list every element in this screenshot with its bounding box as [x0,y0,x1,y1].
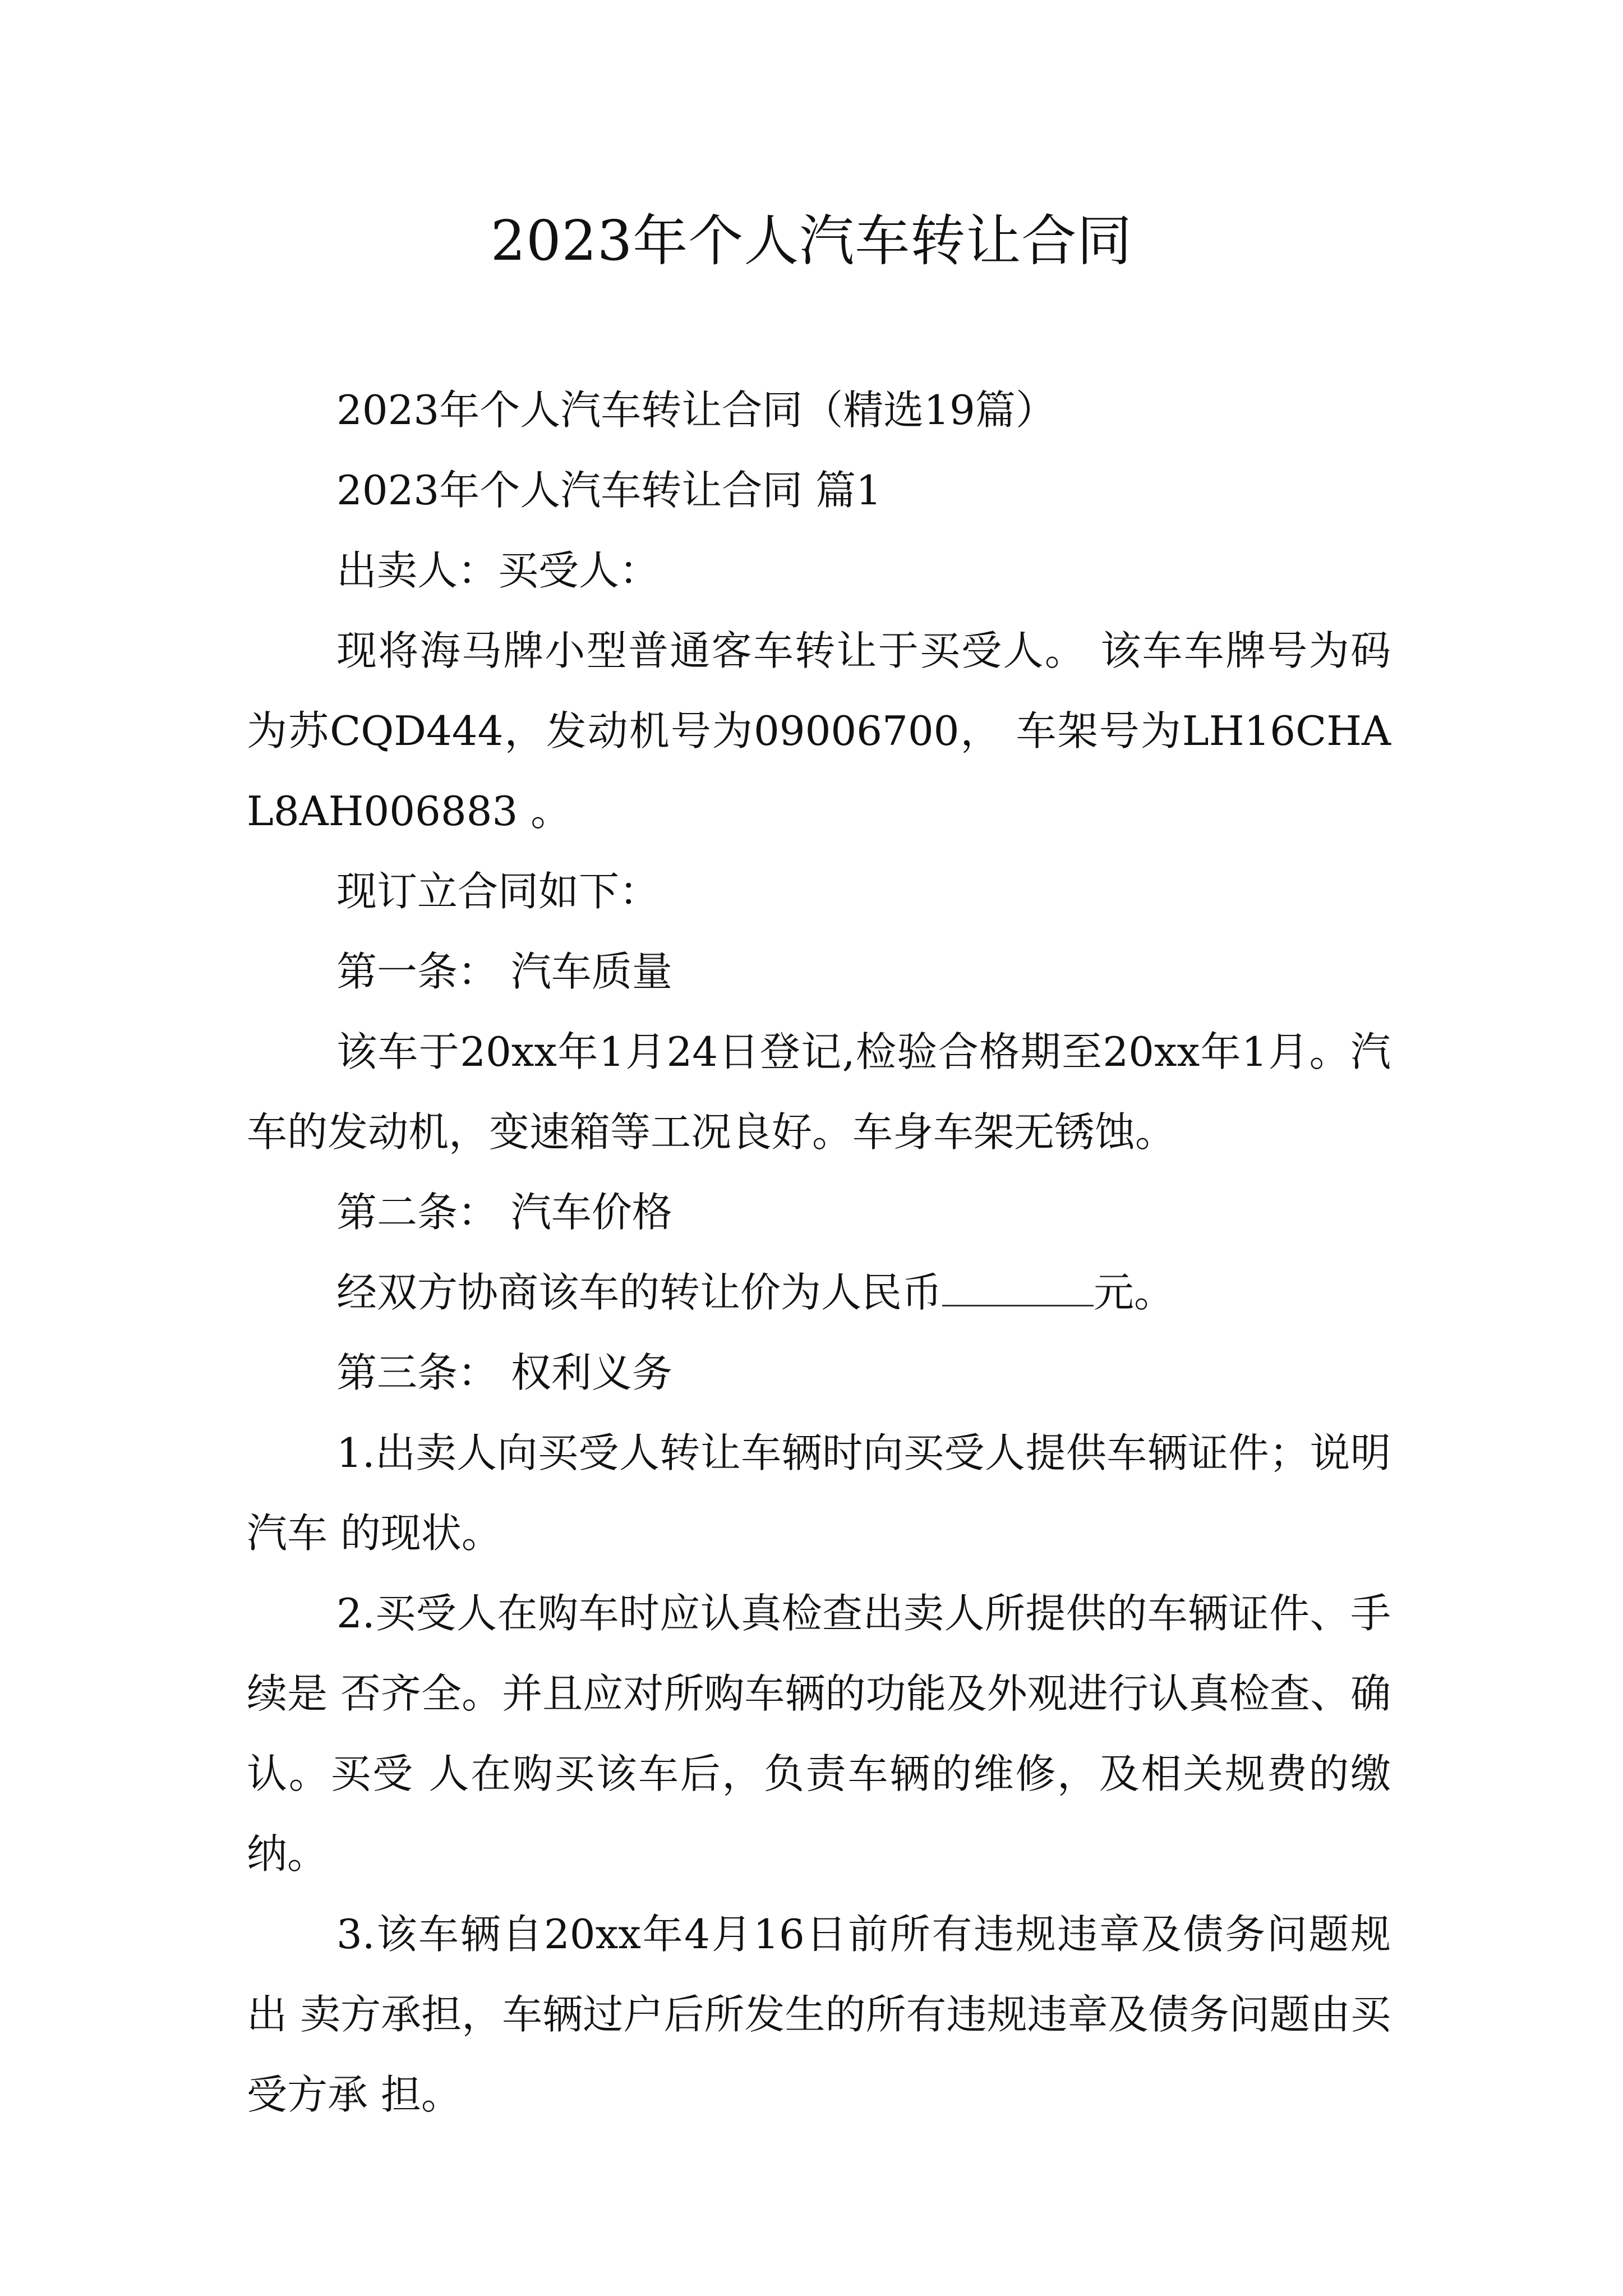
price-blank-line [942,1271,1094,1306]
paragraph-parties: 出卖人：买受人： [336,547,660,594]
document-title: 2023年个人汽车转让合同 [490,209,1133,273]
clause-2-body [247,1253,1391,1333]
paragraph-contract-intro: 现订立合同如下： [336,868,660,915]
paragraph-article-heading: 2023年个人汽车转让合同 篇1 [336,467,882,514]
clause-2-heading: 第二条： 汽车价格 [336,1189,672,1236]
paragraph-vehicle-info: 现将海马牌小型普通客车转让于买受人。 该车车牌号为码为苏CQD444，发动机号为09006700， 车架号为LH16CHAL8AH006883 。 [247,627,1391,835]
clause-1-heading: 第一条： 汽车质量 [336,948,672,995]
clause-1-body: 该车于20xx年1月24日登记,检验合格期至20xx年1月。汽车的发动机，变速箱等工况良好。车身车架无锈蚀。 [247,1028,1391,1156]
clause-3-heading: 第三条： 权利义务 [336,1349,672,1396]
clause-3-item-3: 3.该车辆自20xx年4月16日前所有违规违章及债务问题规出 卖方承担，车辆过户后所发生的所有违规违章及债务问题由买受方承 担。 [247,1911,1391,2118]
document-body [247,370,1391,2135]
clause-3-item-2: 2.买受人在购车时应认真检查出卖人所提供的车辆证件、手续是 否齐全。并且应对所购车辆的功能及外观进行认真检查、确认。买受 人在购买该车后，负责车辆的维修，及相关规费的缴纳。 [247,1590,1391,1878]
price-text-before: 经双方协商该车的转让价为人民币 [336,1269,943,1316]
clause-3-item-1: 1.出卖人向买受人转让车辆时向买受人提供车辆证件；说明汽车 的现状。 [247,1429,1391,1557]
paragraph-collection-heading: 2023年个人汽车转让合同（精选19篇） [336,386,1056,434]
price-text-after: 元。 [1094,1269,1175,1316]
